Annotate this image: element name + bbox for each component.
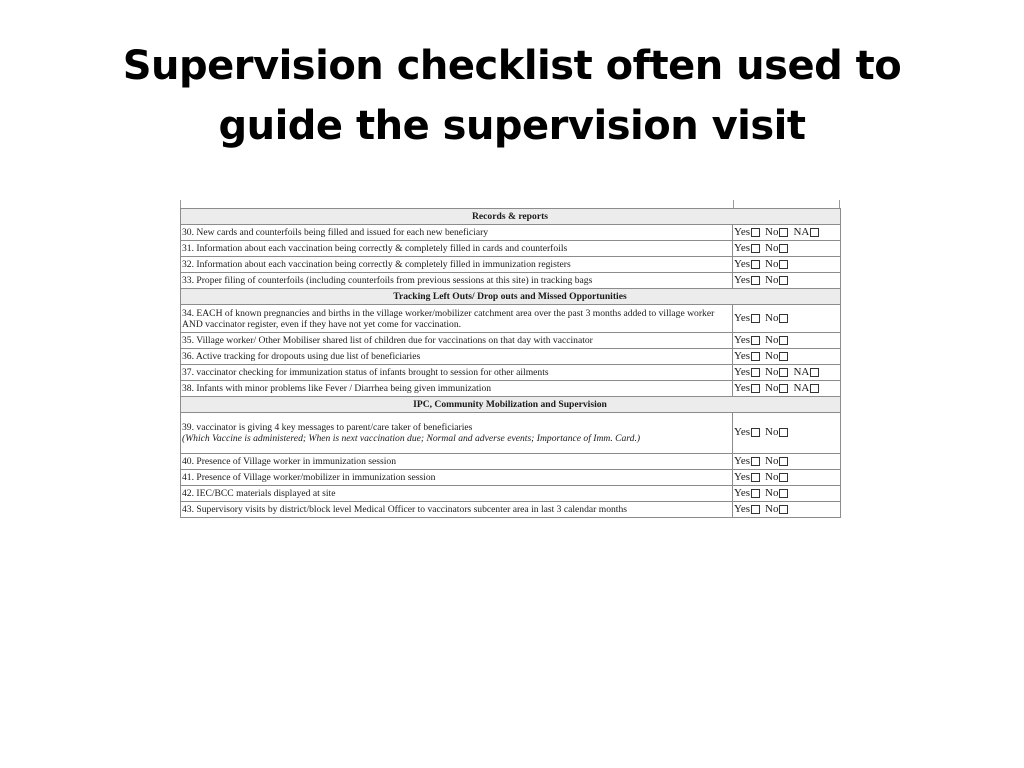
checkbox-icon[interactable] — [779, 489, 788, 498]
checklist-item — [181, 273, 733, 289]
option-yes[interactable] — [734, 504, 760, 515]
option-no-label: No — [765, 365, 779, 378]
checklist-item-note: (Which Vaccine is administered; When is next vaccination due; Normal and adverse events; Importance of Imm. Card.) — [182, 433, 641, 444]
option-yes[interactable] — [734, 472, 760, 483]
checklist-item-text: 38. Infants with minor problems like Fever / Diarrhea being given immunization — [182, 383, 492, 394]
checklist-item-text: 43. Supervisory visits by district/block level Medical Officer to vaccinators subcenter area in last 3 calendar months — [182, 504, 628, 515]
option-no[interactable] — [765, 335, 788, 346]
checklist-item — [181, 470, 733, 486]
checkbox-icon[interactable] — [810, 368, 819, 377]
checklist-item-row — [181, 470, 841, 486]
option-no[interactable] — [765, 243, 788, 254]
checklist-table — [180, 208, 841, 518]
option-no-label: No — [765, 454, 779, 467]
answer-options — [733, 502, 841, 518]
answer-options — [733, 470, 841, 486]
option-yes-label: Yes — [734, 381, 751, 394]
checkbox-icon[interactable] — [751, 260, 760, 269]
option-no[interactable] — [765, 259, 788, 270]
checklist-item-text: 36. Active tracking for dropouts using due list of beneficiaries — [182, 351, 421, 362]
option-yes-label: Yes — [734, 225, 751, 238]
checklist-item — [181, 241, 733, 257]
option-no[interactable] — [765, 456, 788, 467]
option-yes-label: Yes — [734, 333, 751, 346]
answer-options — [733, 413, 841, 454]
option-yes[interactable] — [734, 488, 760, 499]
answer-options — [733, 454, 841, 470]
option-yes-label: Yes — [734, 349, 751, 362]
checklist-item-row — [181, 454, 841, 470]
checkbox-icon[interactable] — [779, 228, 788, 237]
checklist-item — [181, 225, 733, 241]
checkbox-icon[interactable] — [810, 384, 819, 393]
option-no-label: No — [765, 241, 779, 254]
checklist-item — [181, 502, 733, 518]
checklist-item-text: 42. IEC/BCC materials displayed at site — [182, 488, 336, 499]
checklist-item-text: 35. Village worker/ Other Mobiliser shared list of children due for vaccinations on that day with vaccinator — [182, 335, 593, 346]
answer-options — [733, 257, 841, 273]
checklist-item-row — [181, 486, 841, 502]
option-yes[interactable] — [734, 275, 760, 286]
checkbox-icon[interactable] — [779, 505, 788, 514]
option-no-label: No — [765, 333, 779, 346]
checklist-item-text: 40. Presence of Village worker in immunization session — [182, 456, 396, 467]
checklist-item — [181, 333, 733, 349]
checkbox-icon[interactable] — [779, 384, 788, 393]
checklist-item-text: 31. Information about each vaccination being correctly & completely filled in cards and counterfoils — [182, 243, 568, 254]
checkbox-icon[interactable] — [779, 352, 788, 361]
option-yes[interactable] — [734, 351, 760, 362]
option-no[interactable] — [765, 227, 788, 238]
checkbox-icon[interactable] — [751, 384, 760, 393]
option-no-label: No — [765, 349, 779, 362]
option-yes[interactable] — [734, 367, 760, 378]
checkbox-icon[interactable] — [751, 244, 760, 253]
answer-options — [733, 305, 841, 333]
option-no-label: No — [765, 225, 779, 238]
option-na[interactable] — [793, 227, 819, 238]
option-no[interactable] — [765, 367, 788, 378]
checklist-item-text: 34. EACH of known pregnancies and births in the village worker/mobilizer catchment area over the past 3 months added to village worker AND vaccinator register, even if they have not yet come for vaccination. — [182, 307, 715, 330]
section-header-row — [181, 289, 841, 305]
answer-options — [733, 381, 841, 397]
option-yes[interactable] — [734, 313, 760, 324]
checkbox-icon[interactable] — [779, 457, 788, 466]
option-no-label: No — [765, 426, 779, 439]
option-no[interactable] — [765, 383, 788, 394]
option-no[interactable] — [765, 427, 788, 438]
option-no-label: No — [765, 311, 779, 324]
option-na-label: NA — [793, 365, 810, 378]
answer-options — [733, 241, 841, 257]
checklist-item-row — [181, 365, 841, 381]
checklist-item — [181, 381, 733, 397]
checklist-item-row — [181, 381, 841, 397]
option-na-label: NA — [793, 225, 810, 238]
checklist-item-row — [181, 349, 841, 365]
answer-options — [733, 349, 841, 365]
section-header-row — [181, 397, 841, 413]
section-title: Tracking Left Outs/ Drop outs and Missed Opportunities — [181, 289, 841, 305]
table-top-fragment — [180, 200, 840, 208]
option-na-label: NA — [793, 381, 810, 394]
option-yes[interactable] — [734, 259, 760, 270]
checklist-item-text: 37. vaccinator checking for immunization status of infants brought to session for other ailments — [182, 367, 549, 378]
answer-options — [733, 365, 841, 381]
checklist-item — [181, 305, 733, 333]
option-yes[interactable] — [734, 335, 760, 346]
checklist-item-row — [181, 413, 841, 454]
answer-options — [733, 273, 841, 289]
checkbox-icon[interactable] — [779, 428, 788, 437]
answer-options — [733, 225, 841, 241]
checkbox-icon[interactable] — [779, 368, 788, 377]
option-yes-label: Yes — [734, 311, 751, 324]
checklist-item — [181, 257, 733, 273]
slide-title: Supervision checklist often used to guide the supervision visit — [122, 43, 902, 149]
option-yes[interactable] — [734, 243, 760, 254]
checklist-item-text: 39. vaccinator is giving 4 key messages to parent/care taker of beneficiaries — [182, 422, 473, 433]
section-title: IPC, Community Mobilization and Supervision — [181, 397, 841, 413]
option-no[interactable] — [765, 275, 788, 286]
checkbox-icon[interactable] — [751, 352, 760, 361]
option-no[interactable] — [765, 488, 788, 499]
checklist-item-row — [181, 225, 841, 241]
option-yes-label: Yes — [734, 454, 751, 467]
checkbox-icon[interactable] — [751, 457, 760, 466]
option-no-label: No — [765, 273, 779, 286]
option-no-label: No — [765, 502, 779, 515]
option-yes-label: Yes — [734, 426, 751, 439]
checklist-item — [181, 486, 733, 502]
checklist-item — [181, 413, 733, 454]
option-yes-label: Yes — [734, 241, 751, 254]
checkbox-icon[interactable] — [751, 489, 760, 498]
option-no-label: No — [765, 381, 779, 394]
section-header-row — [181, 209, 841, 225]
answer-options — [733, 333, 841, 349]
checkbox-icon[interactable] — [751, 336, 760, 345]
option-yes[interactable] — [734, 427, 760, 438]
checklist-item — [181, 454, 733, 470]
option-yes-label: Yes — [734, 502, 751, 515]
option-no-label: No — [765, 257, 779, 270]
option-yes-label: Yes — [734, 257, 751, 270]
checklist-item-text: 32. Information about each vaccination being correctly & completely filled in immunization registers — [182, 259, 571, 270]
answer-options — [733, 486, 841, 502]
option-yes[interactable] — [734, 383, 760, 394]
option-yes[interactable] — [734, 227, 760, 238]
checkbox-icon[interactable] — [779, 314, 788, 323]
checkbox-icon[interactable] — [779, 336, 788, 345]
checklist-item-row — [181, 257, 841, 273]
option-yes-label: Yes — [734, 470, 751, 483]
checkbox-icon[interactable] — [751, 473, 760, 482]
option-no[interactable] — [765, 472, 788, 483]
option-no[interactable] — [765, 351, 788, 362]
option-no-label: No — [765, 486, 779, 499]
checkbox-icon[interactable] — [779, 260, 788, 269]
checklist-item-text: 30. New cards and counterfoils being filled and issued for each new beneficiary — [182, 227, 489, 238]
checklist-item-row — [181, 502, 841, 518]
checklist-item-text: 41. Presence of Village worker/mobilizer in immunization session — [182, 472, 436, 483]
checkbox-icon[interactable] — [779, 244, 788, 253]
checkbox-icon[interactable] — [779, 473, 788, 482]
option-yes[interactable] — [734, 456, 760, 467]
option-yes-label: Yes — [734, 365, 751, 378]
option-no[interactable] — [765, 313, 788, 324]
supervision-checklist — [180, 200, 840, 518]
option-no[interactable] — [765, 504, 788, 515]
option-na[interactable] — [793, 367, 819, 378]
checklist-item-row — [181, 241, 841, 257]
checkbox-icon[interactable] — [751, 314, 760, 323]
checklist-item — [181, 365, 733, 381]
checklist-item-text: 33. Proper filing of counterfoils (including counterfoils from previous sessions at this site) in tracking bags — [182, 275, 593, 286]
checkbox-icon[interactable] — [751, 505, 760, 514]
checkbox-icon[interactable] — [810, 228, 819, 237]
checkbox-icon[interactable] — [751, 368, 760, 377]
option-yes-label: Yes — [734, 273, 751, 286]
checkbox-icon[interactable] — [751, 428, 760, 437]
checklist-item-row — [181, 273, 841, 289]
option-yes-label: Yes — [734, 486, 751, 499]
option-na[interactable] — [793, 383, 819, 394]
checkbox-icon[interactable] — [751, 228, 760, 237]
option-no-label: No — [765, 470, 779, 483]
checklist-item-row — [181, 305, 841, 333]
checkbox-icon[interactable] — [779, 276, 788, 285]
checklist-item — [181, 349, 733, 365]
checkbox-icon[interactable] — [751, 276, 760, 285]
checklist-item-row — [181, 333, 841, 349]
section-title: Records & reports — [181, 209, 841, 225]
